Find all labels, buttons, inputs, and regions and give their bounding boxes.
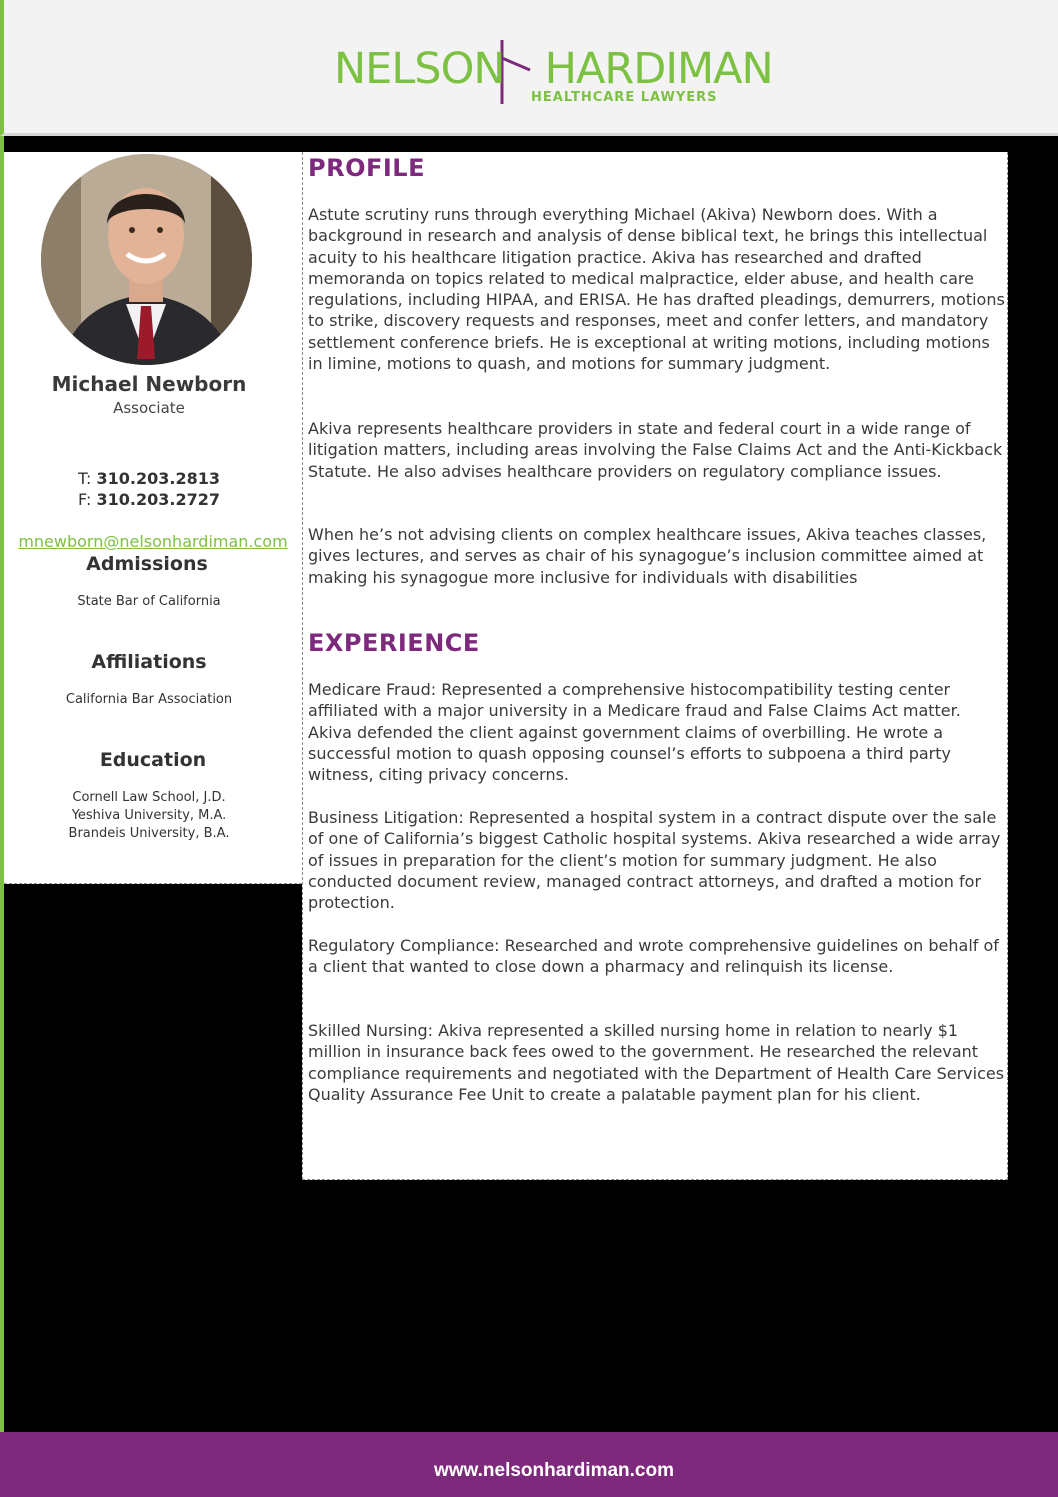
- affiliations-text: California Bar Association: [65, 692, 233, 707]
- profile-paragraph: Astute scrutiny runs through everything Michael (Akiva) Newborn does. With a background in research and analysis of dense biblical text, he brings this intellectual acuity to his healthcare litigation practice. Akiva has researched and drafted memoranda on topics related to medical malpractice, elder abuse, and health care regulations, including HIPAA, and ERISA. He has drafted pleadings, demurrers, motions to strike, discovery requests and responses, meet and confer letters, and mandatory settlement conference briefs. He is exceptional at writing motions, including motions in limine, motions to quash, and motions for summary judgment.: [308, 205, 1005, 374]
- phone-label: T:: [78, 469, 92, 488]
- sidebar: [4, 152, 302, 884]
- profile-paragraph: Akiva represents healthcare providers in state and federal court in a wide range of litigation matters, including areas involving the False Claims Act and the Anti-Kickback Statute. He also advises healthcare providers on regulatory compliance issues.: [308, 419, 1003, 481]
- education-item: Brandeis University, B.A.: [68, 826, 230, 841]
- firm-logo: [334, 38, 773, 108]
- education-item: Cornell Law School, J.D.: [72, 790, 226, 805]
- email-link[interactable]: mnewborn@nelsonhardiman.com: [18, 532, 288, 551]
- fax-label: F:: [78, 490, 92, 509]
- logo-right-text: HARDIMAN: [544, 44, 773, 94]
- experience-paragraph: Business Litigation: Represented a hospital system in a contract dispute over the sale of one of California’s biggest Catholic hospital systems. Akiva researched a wide array of issues in preparation for the client’s motion for summary judgment. He also conducted document review, managed contract attorneys, and drafted a motion for protection.: [308, 808, 1001, 913]
- education-heading: Education: [99, 749, 207, 771]
- education-list: [4, 789, 294, 843]
- portrait-illustration: [41, 154, 252, 365]
- experience-paragraph: Regulatory Compliance: Researched and wrote comprehensive guidelines on behalf of a client that wanted to close down a pharmacy and relinquish its license.: [308, 936, 999, 977]
- attorney-position: Associate: [113, 399, 185, 417]
- attorney-name: Michael Newborn: [51, 372, 247, 396]
- education-item: Yeshiva University, M.A.: [71, 808, 227, 823]
- website-link[interactable]: www.nelsonhardiman.com: [433, 1460, 674, 1481]
- portrait-photo: [41, 154, 252, 365]
- fax-line: [4, 489, 294, 510]
- page-header: [0, 0, 1058, 136]
- logo-left-text: NELSON: [334, 44, 505, 94]
- profile-heading: PROFILE: [308, 154, 425, 182]
- logo-subtitle: HEALTHCARE LAWYERS: [531, 90, 718, 105]
- admissions-heading: Admissions: [86, 553, 208, 575]
- affiliations-heading: Affiliations: [91, 651, 207, 673]
- admissions-text: State Bar of California: [77, 594, 221, 609]
- contact-numbers: [4, 468, 294, 510]
- experience-paragraph: Medicare Fraud: Represented a comprehensive histocompatibility testing center affiliated with a major university in a Medicare fraud and False Claims Act matter. Akiva defended the client against government claims of overbilling. He wrote a successful motion to quash opposing counsel’s efforts to subpoena a third party witness, citing privacy concerns.: [308, 680, 961, 785]
- fax-number: 310.203.2727: [96, 490, 220, 509]
- phone-number[interactable]: 310.203.2813: [96, 469, 220, 488]
- experience-heading: EXPERIENCE: [308, 629, 480, 657]
- profile-paragraph: When he’s not advising clients on complex healthcare issues, Akiva teaches classes, gives lectures, and serves as chair of his synagogue’s inclusion committee aimed at making his synagogue more inclusive for individuals with disabilities: [308, 525, 987, 587]
- main-content: [302, 152, 1008, 1180]
- page-footer: [0, 1432, 1058, 1497]
- phone-line: [4, 468, 294, 489]
- experience-paragraph: Skilled Nursing: Akiva represented a skilled nursing home in relation to nearly $1 million in insurance back fees owed to the government. He researched the relevant compliance requirements and negotiated with the Department of Health Care Services Quality Assurance Fee Unit to create a palatable payment plan for his client.: [308, 1021, 1005, 1104]
- logo-wordmark: [334, 44, 773, 94]
